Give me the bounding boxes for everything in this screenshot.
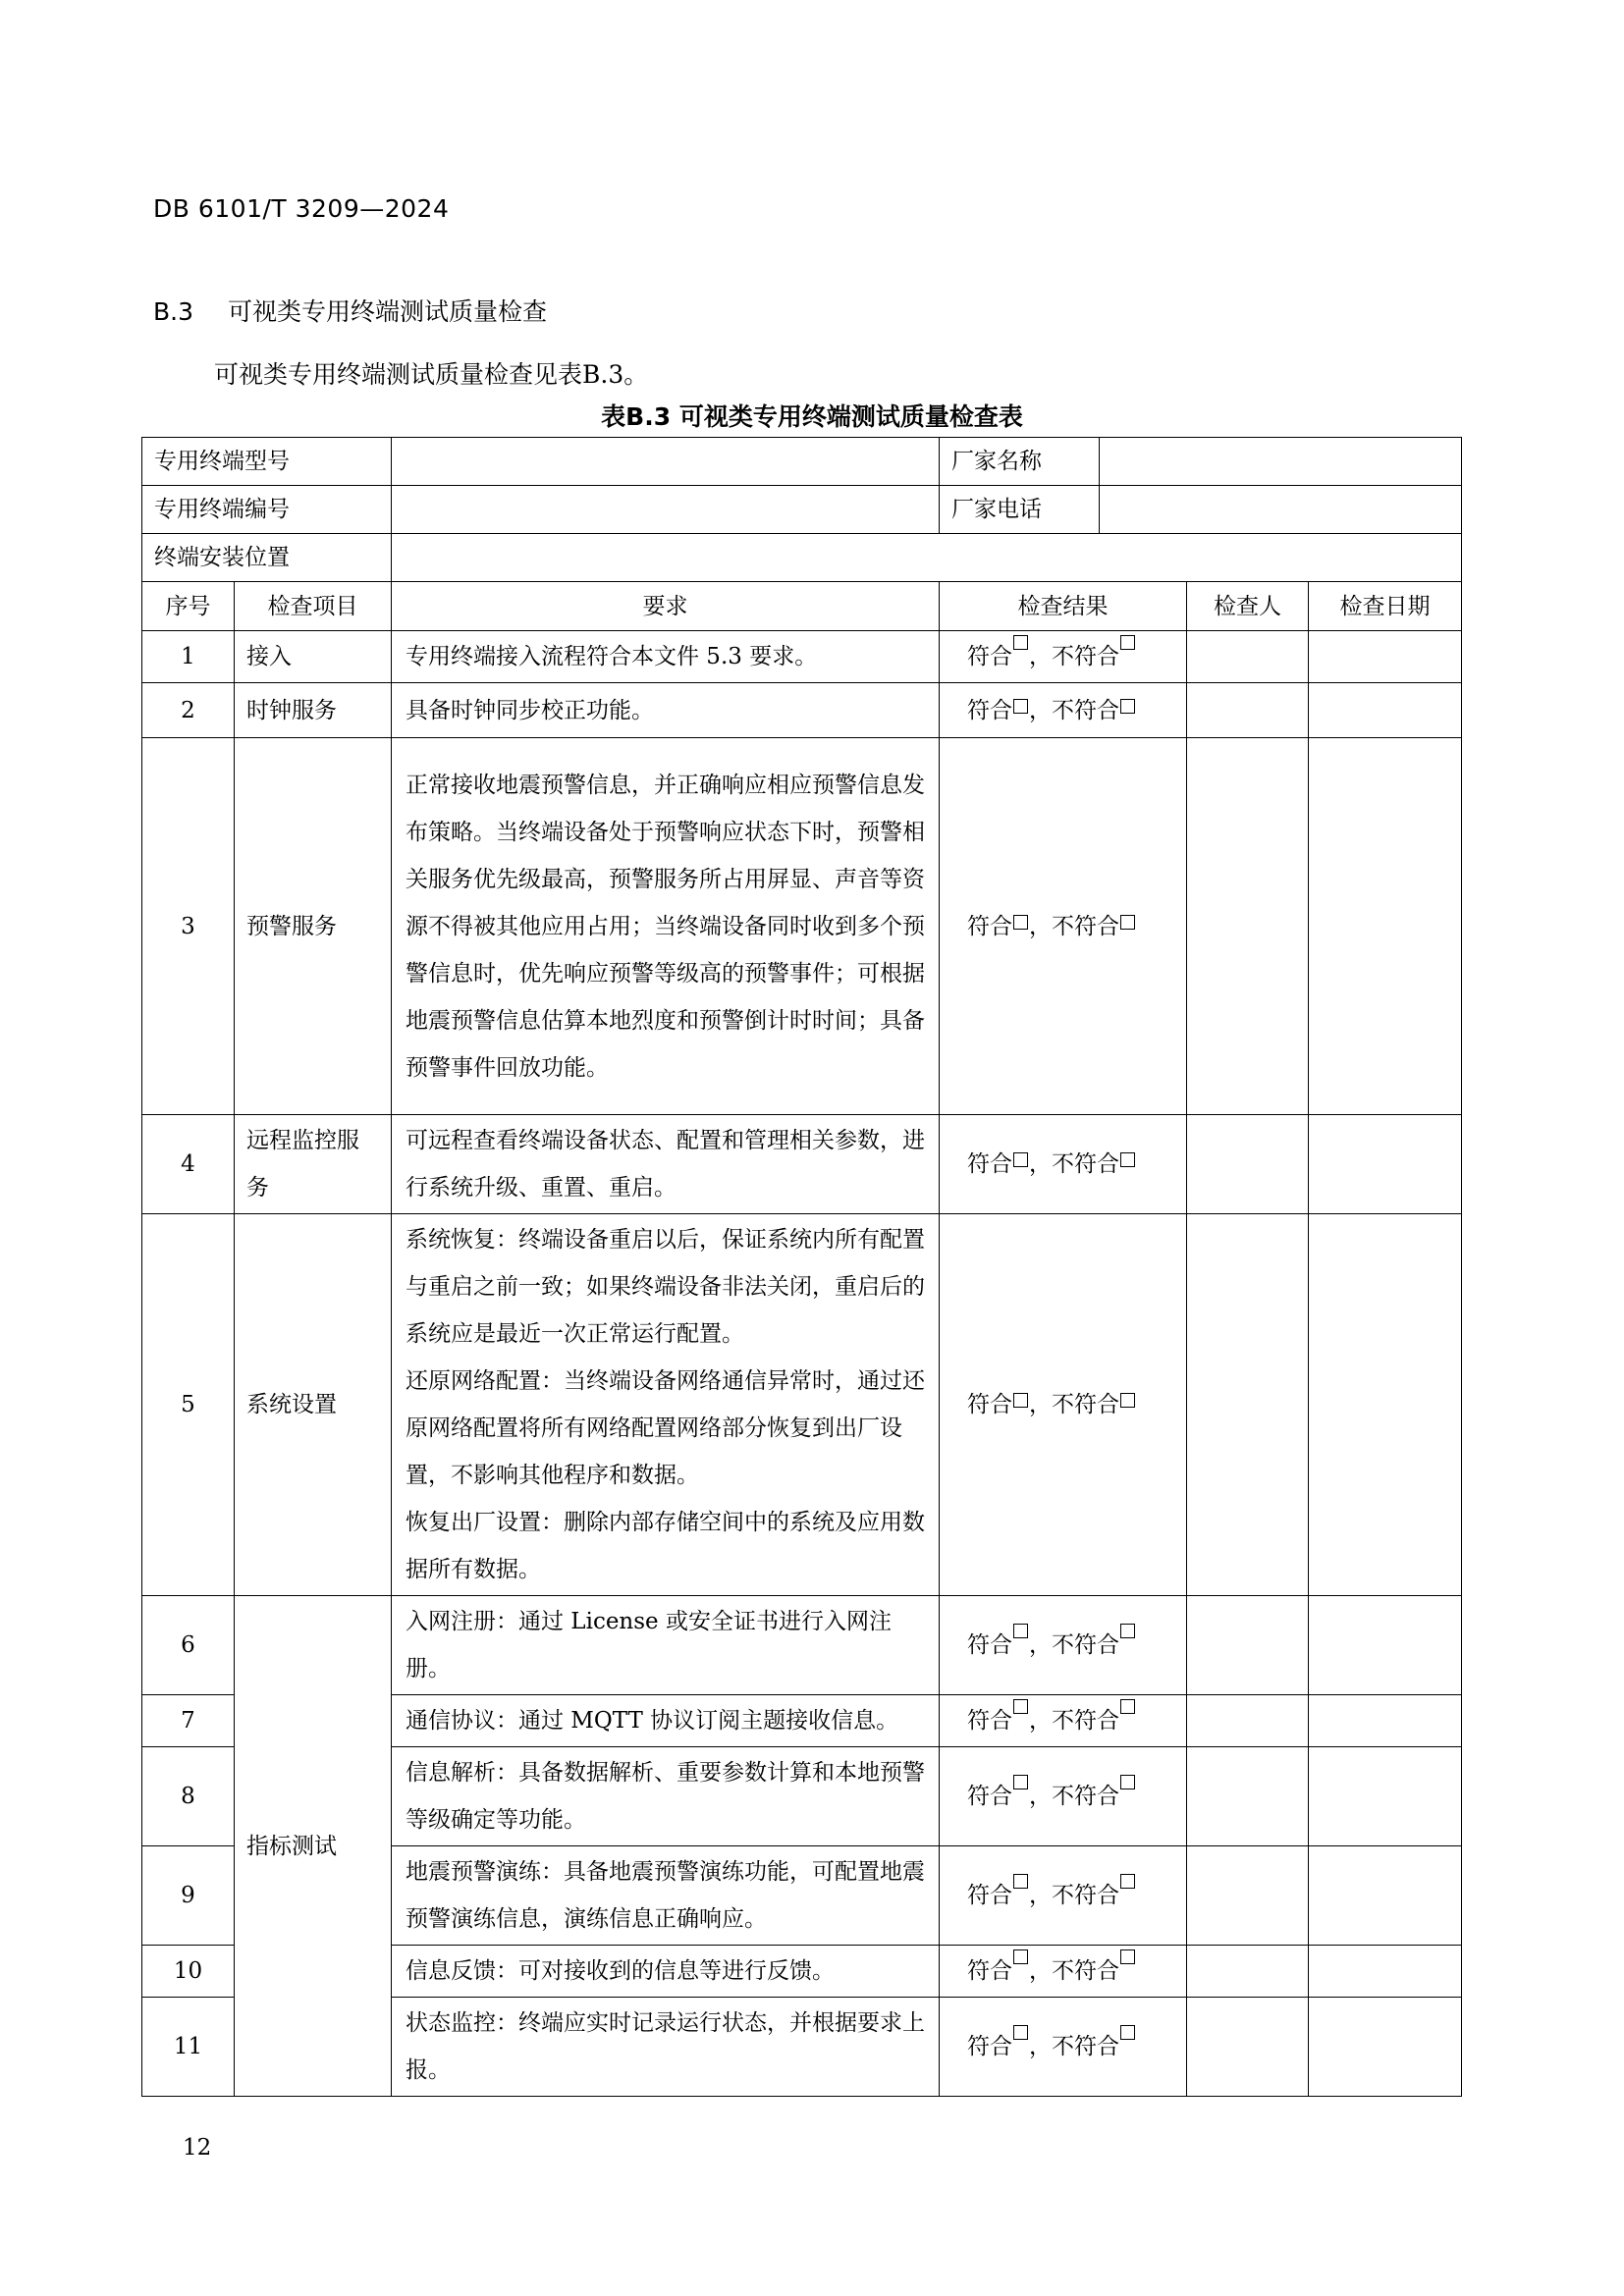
row-result: [940, 1747, 1187, 1846]
row-inspector: [1187, 738, 1309, 1115]
row-date: [1309, 1214, 1462, 1596]
checkbox-fail[interactable]: [1120, 1775, 1135, 1789]
row-inspector: [1187, 1115, 1309, 1214]
serial-value: [392, 486, 940, 534]
row-inspector: [1187, 1946, 1309, 1998]
row-requirement: 地震预警演练：具备地震预警演练功能，可配置地震预警演练信息，演练信息正确响应。: [392, 1846, 940, 1946]
result-fail-label: 不符合: [1052, 1708, 1119, 1734]
row-result: [940, 1596, 1187, 1695]
result-pass-label: 符合: [967, 1632, 1012, 1658]
row-inspector: [1187, 1596, 1309, 1695]
row-date: [1309, 631, 1462, 683]
result-separator: ，: [1029, 1151, 1052, 1177]
row-inspector: [1187, 1846, 1309, 1946]
row-result: [940, 1946, 1187, 1998]
row-result: [940, 1115, 1187, 1214]
row-requirement: 可远程查看终端设备状态、配置和管理相关参数，进行系统升级、重置、重启。: [392, 1115, 940, 1214]
location-label: 终端安装位置: [142, 534, 392, 582]
result-fail-label: 不符合: [1052, 1958, 1119, 1984]
result-pass-label: 符合: [967, 2034, 1012, 2059]
result-pass-label: 符合: [967, 1151, 1012, 1177]
row-item: 指标测试: [235, 1596, 392, 2097]
checkbox-fail[interactable]: [1120, 1624, 1135, 1638]
row-item: 时钟服务: [235, 683, 392, 738]
table-row: [142, 1214, 1462, 1596]
col-header-requirement: 要求: [392, 582, 940, 631]
result-separator: ，: [1029, 1784, 1052, 1809]
row-requirement: 正常接收地震预警信息，并正确响应相应预警信息发布策略。当终端设备处于预警响应状态下时，预警相关服务优先级最高，预警服务所占用屏显、声音等资源不得被其他应用占用；当终端设备同时收到多个预警信息时，优先响应预警等级高的预警事件；可根据地震预警信息估算本地烈度和预警倒计时时间；具备预警事件回放功能。: [392, 738, 940, 1115]
row-seq: 5: [142, 1214, 235, 1596]
result-fail-label: 不符合: [1052, 1883, 1119, 1908]
table-row: [142, 1115, 1462, 1214]
checkbox-pass[interactable]: [1013, 2025, 1028, 2040]
result-fail-label: 不符合: [1052, 1632, 1119, 1658]
result-separator: ，: [1029, 644, 1052, 669]
result-pass-label: 符合: [967, 644, 1012, 669]
result-pass-label: 符合: [967, 1883, 1012, 1908]
row-result: [940, 1846, 1187, 1946]
row-inspector: [1187, 1747, 1309, 1846]
table-row: [142, 738, 1462, 1115]
row-requirement: [392, 1214, 940, 1596]
result-fail-label: 不符合: [1052, 1392, 1119, 1417]
row-requirement: 信息反馈：可对接收到的信息等进行反馈。: [392, 1946, 940, 1998]
section-number: B.3: [153, 297, 194, 326]
row-item: 系统设置: [235, 1214, 392, 1596]
row-seq: 11: [142, 1998, 235, 2097]
row-inspector: [1187, 631, 1309, 683]
row-inspector: [1187, 1214, 1309, 1596]
row-date: [1309, 683, 1462, 738]
vendor-name-label: 厂家名称: [940, 438, 1100, 485]
row-seq: 9: [142, 1846, 235, 1946]
result-fail-label: 不符合: [1052, 644, 1119, 669]
page-number: 12: [183, 2135, 212, 2161]
requirement-part-network-reset: 还原网络配置：当终端设备网络通信异常时，通过还原网络配置将所有网络配置网络部分恢复到出厂设置，不影响其他程序和数据。: [406, 1368, 925, 1488]
vendor-phone-label: 厂家电话: [940, 486, 1100, 533]
row-date: [1309, 1115, 1462, 1214]
table-row: [142, 683, 1462, 738]
checkbox-pass[interactable]: [1013, 1152, 1028, 1167]
result-fail-label: 不符合: [1052, 1151, 1119, 1177]
result-pass-label: 符合: [967, 1958, 1012, 1984]
row-date: [1309, 1695, 1462, 1747]
row-requirement: 入网注册：通过 License 或安全证书进行入网注册。: [392, 1596, 940, 1695]
checkbox-pass[interactable]: [1013, 1874, 1028, 1889]
table-row: [142, 631, 1462, 683]
col-header-seq: 序号: [142, 582, 235, 631]
checkbox-fail[interactable]: [1120, 1949, 1135, 1964]
checkbox-fail[interactable]: [1120, 1699, 1135, 1714]
row-seq: 10: [142, 1946, 235, 1998]
info-row-serial: [142, 486, 1462, 534]
section-title: 可视类专用终端测试质量检查: [228, 297, 548, 326]
row-date: [1309, 1596, 1462, 1695]
col-header-date: 检查日期: [1309, 582, 1462, 631]
row-date: [1309, 738, 1462, 1115]
checkbox-fail[interactable]: [1120, 2025, 1135, 2040]
result-fail-label: 不符合: [1052, 913, 1119, 939]
result-fail-label: 不符合: [1052, 2034, 1119, 2059]
row-date: [1309, 1998, 1462, 2097]
row-date: [1309, 1946, 1462, 1998]
checkbox-fail[interactable]: [1120, 699, 1135, 714]
result-separator: ，: [1029, 1958, 1052, 1984]
result-separator: ，: [1029, 1632, 1052, 1658]
quality-check-table: [141, 437, 1462, 2097]
row-requirement: 状态监控：终端应实时记录运行状态，并根据要求上报。: [392, 1998, 940, 2097]
result-separator: ，: [1029, 913, 1052, 939]
row-inspector: [1187, 683, 1309, 738]
vendor-name-value: [1100, 438, 1461, 485]
row-date: [1309, 1846, 1462, 1946]
requirement-part-system-restore: 系统恢复：终端设备重启以后，保证系统内所有配置与重启之前一致；如果终端设备非法关闭，重启后的系统应是最近一次正常运行配置。: [406, 1227, 925, 1347]
checkbox-fail[interactable]: [1120, 1152, 1135, 1167]
table-title: 表B.3 可视类专用终端测试质量检查表: [601, 402, 1023, 431]
table-row: [142, 1596, 1462, 1695]
result-separator: ，: [1029, 2034, 1052, 2059]
row-inspector: [1187, 1695, 1309, 1747]
row-date: [1309, 1747, 1462, 1846]
checkbox-fail[interactable]: [1120, 1393, 1135, 1408]
row-requirement: 通信协议：通过 MQTT 协议订阅主题接收信息。: [392, 1695, 940, 1747]
requirement-part-factory-reset: 恢复出厂设置：删除内部存储空间中的系统及应用数据所有数据。: [406, 1510, 925, 1582]
document-code: DB 6101/T 3209—2024: [153, 194, 450, 223]
row-requirement: 信息解析：具备数据解析、重要参数计算和本地预警等级确定等功能。: [392, 1747, 940, 1846]
model-label: 专用终端型号: [142, 438, 392, 486]
row-requirement: 专用终端接入流程符合本文件 5.3 要求。: [392, 631, 940, 683]
result-fail-label: 不符合: [1052, 1784, 1119, 1809]
checkbox-pass[interactable]: [1013, 1775, 1028, 1789]
location-value: [392, 534, 1462, 582]
result-pass-label: 符合: [967, 697, 1012, 723]
checkbox-pass[interactable]: [1013, 635, 1028, 650]
row-seq: 1: [142, 631, 235, 683]
result-fail-label: 不符合: [1052, 697, 1119, 723]
result-pass-label: 符合: [967, 913, 1012, 939]
result-pass-label: 符合: [967, 1392, 1012, 1417]
info-row-location: [142, 534, 1462, 582]
row-seq: 6: [142, 1596, 235, 1695]
row-seq: 8: [142, 1747, 235, 1846]
model-value: [392, 438, 940, 486]
checkbox-fail[interactable]: [1120, 915, 1135, 930]
row-result: [940, 1695, 1187, 1747]
checkbox-pass[interactable]: [1013, 1699, 1028, 1714]
checkbox-pass[interactable]: [1013, 1949, 1028, 1964]
col-header-result: 检查结果: [940, 582, 1187, 631]
section-heading: [153, 293, 547, 328]
row-item: 预警服务: [235, 738, 392, 1115]
info-row-model: [142, 438, 1462, 486]
row-item: 远程监控服务: [235, 1115, 392, 1214]
result-separator: ，: [1029, 1708, 1052, 1734]
checkbox-pass[interactable]: [1013, 915, 1028, 930]
row-result: [940, 1214, 1187, 1596]
result-separator: ，: [1029, 1883, 1052, 1908]
checkbox-pass[interactable]: [1013, 699, 1028, 714]
row-item: 接入: [235, 631, 392, 683]
serial-label: 专用终端编号: [142, 486, 392, 534]
header-row: [142, 582, 1462, 631]
checkbox-fail[interactable]: [1120, 635, 1135, 650]
result-separator: ，: [1029, 697, 1052, 723]
checkbox-fail[interactable]: [1120, 1874, 1135, 1889]
result-pass-label: 符合: [967, 1708, 1012, 1734]
row-result: [940, 1998, 1187, 2097]
result-pass-label: 符合: [967, 1784, 1012, 1809]
row-seq: 3: [142, 738, 235, 1115]
checkbox-pass[interactable]: [1013, 1624, 1028, 1638]
result-separator: ，: [1029, 1392, 1052, 1417]
checkbox-pass[interactable]: [1013, 1393, 1028, 1408]
row-result: [940, 631, 1187, 683]
row-inspector: [1187, 1998, 1309, 2097]
vendor-phone-value: [1100, 486, 1461, 533]
row-result: [940, 683, 1187, 738]
row-seq: 4: [142, 1115, 235, 1214]
col-header-inspector: 检查人: [1187, 582, 1309, 631]
col-header-item: 检查项目: [235, 582, 392, 631]
row-seq: 2: [142, 683, 235, 738]
row-result: [940, 738, 1187, 1115]
row-requirement: 具备时钟同步校正功能。: [392, 683, 940, 738]
row-seq: 7: [142, 1695, 235, 1747]
section-intro: 可视类专用终端测试质量检查见表B.3。: [214, 360, 649, 389]
